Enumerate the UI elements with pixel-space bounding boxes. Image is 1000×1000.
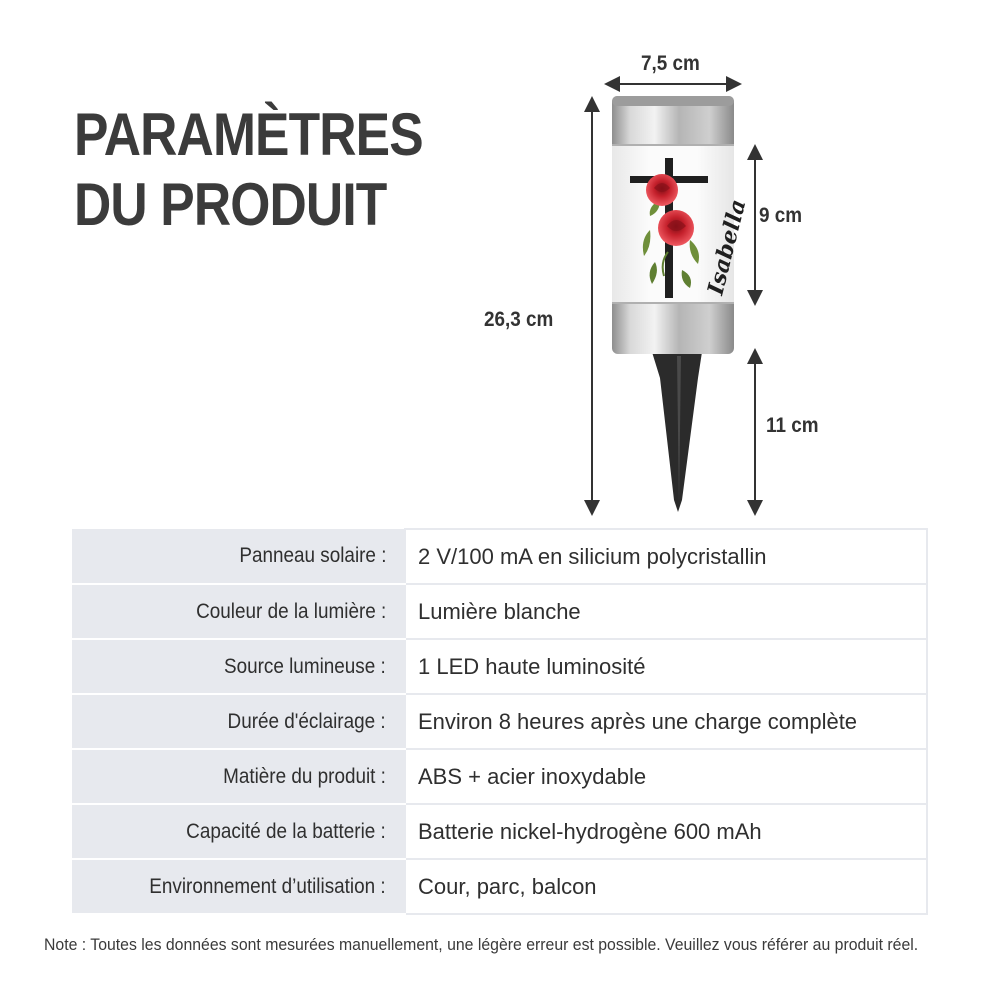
- table-row: [72, 804, 927, 859]
- ground-stake: [652, 352, 702, 512]
- spec-label-cell: [72, 639, 405, 694]
- stake-height-label: 11 cm: [766, 414, 819, 437]
- spec-label-cell: [72, 694, 405, 749]
- spec-label: Capacité de la batterie :: [186, 819, 386, 843]
- spec-value: 1 LED haute luminosité: [405, 639, 927, 694]
- page-title-line-2: DU PRODUIT: [74, 171, 387, 238]
- print-height-label: 9 cm: [759, 204, 803, 227]
- measurement-note: [44, 932, 964, 957]
- total-height-label: 26,3 cm: [484, 308, 554, 331]
- table-row: [72, 529, 927, 584]
- table-row: [72, 859, 927, 914]
- spec-label-cell: [72, 804, 405, 859]
- spec-label: Couleur de la lumière :: [195, 599, 386, 623]
- spec-label-cell: [72, 749, 405, 804]
- spec-value: Batterie nickel-hydrogène 600 mAh: [405, 804, 927, 859]
- personalized-name: Isabella: [702, 196, 752, 298]
- table-row: [72, 584, 927, 639]
- table-row: [72, 694, 927, 749]
- measurement-note-text: Note : Toutes les données sont mesurées manuellement, une légère erreur est possible. Veuillez vous référer au produit réel.: [44, 935, 919, 954]
- spec-label: Matière du produit :: [223, 764, 386, 788]
- table-row: [72, 639, 927, 694]
- spec-value: ABS + acier inoxydable: [405, 749, 927, 804]
- spec-label: Source lumineuse :: [224, 654, 386, 678]
- spec-value: 2 V/100 mA en silicium polycristallin: [405, 529, 927, 584]
- spec-label: Durée d'éclairage :: [227, 709, 386, 733]
- width-label: 7,5 cm: [641, 52, 700, 75]
- spec-label-cell: [72, 529, 405, 584]
- spec-label-cell: [72, 859, 405, 914]
- page-title-line-1: PARAMÈTRES: [74, 101, 423, 168]
- spec-value: Environ 8 heures après une charge complète: [405, 694, 927, 749]
- table-row: [72, 749, 927, 804]
- spec-label: Panneau solaire :: [238, 544, 386, 567]
- spec-value: Lumière blanche: [405, 584, 927, 639]
- specs-table: [72, 528, 928, 915]
- spec-label: Environnement d’utilisation :: [149, 874, 386, 898]
- spec-value: Cour, parc, balcon: [405, 859, 927, 914]
- spec-label-cell: [72, 584, 405, 639]
